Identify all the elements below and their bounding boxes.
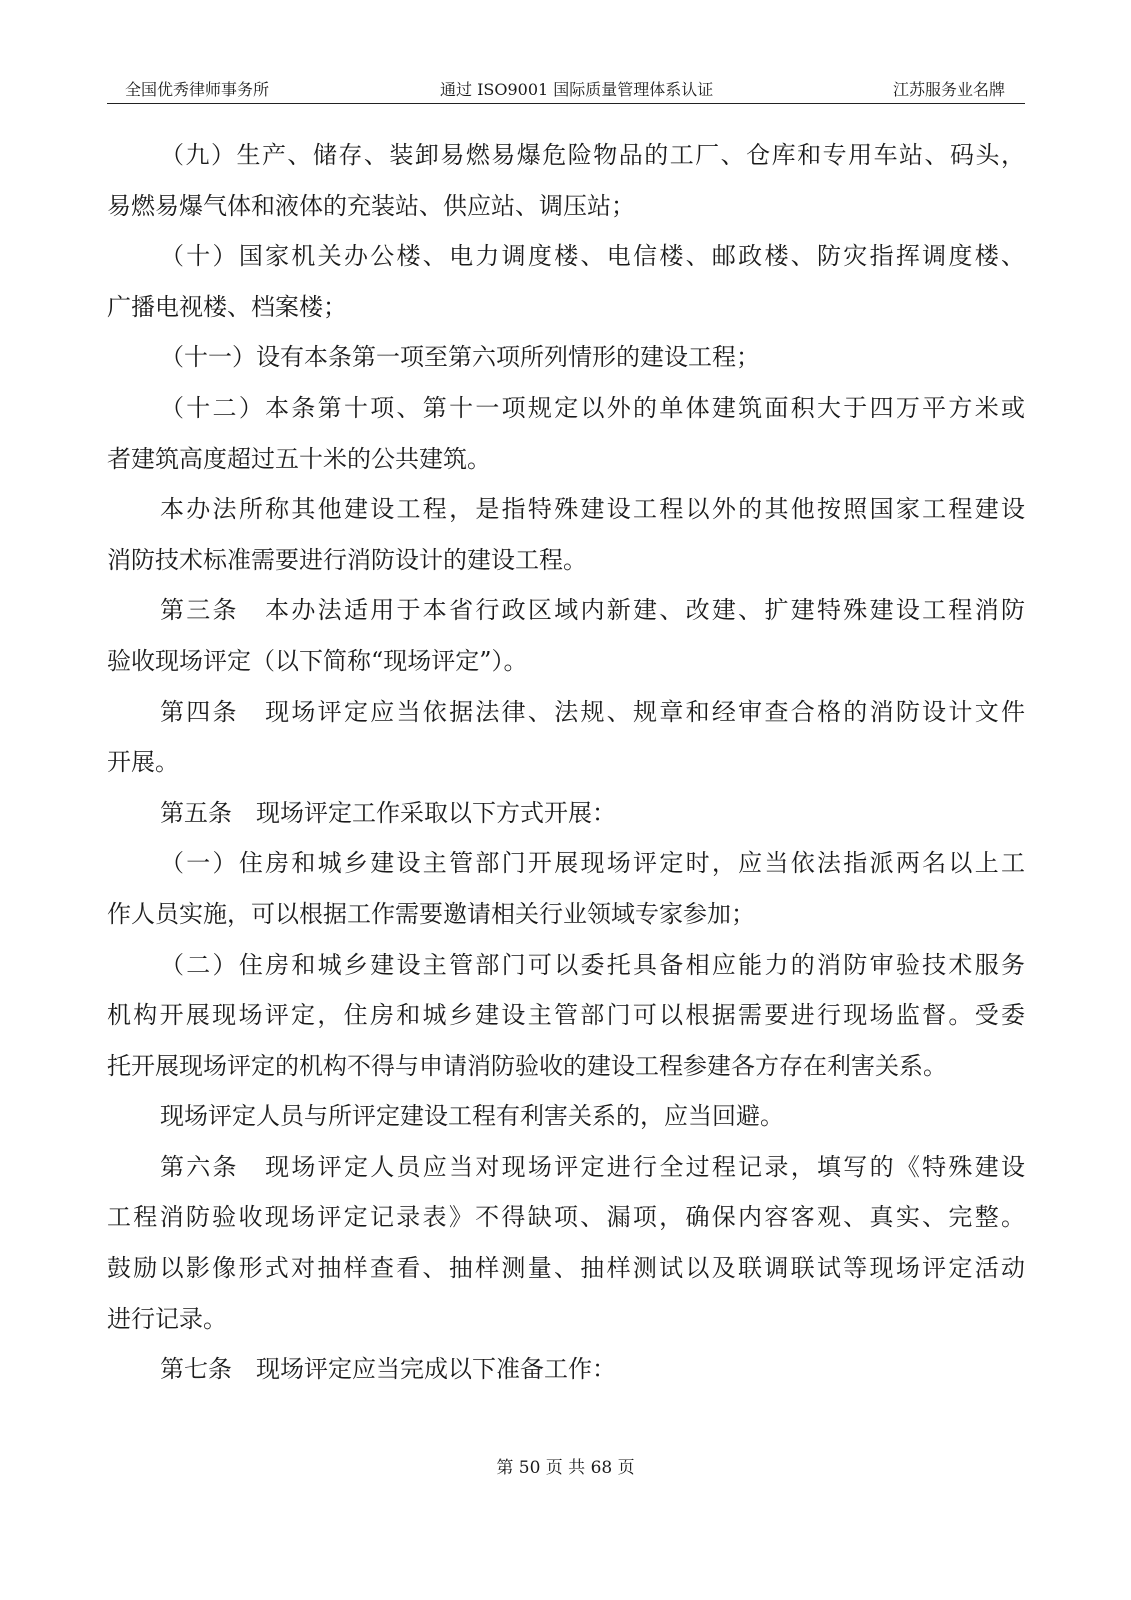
paragraph [107, 130, 1025, 231]
paragraph-line: （十）国家机关办公楼、电力调度楼、电信楼、邮政楼、防灾指挥调度楼、 [160, 242, 1025, 271]
paragraph-line: 第三条 本办法适用于本省行政区域内新建、改建、扩建特殊建设工程消防 [160, 596, 1025, 625]
paragraph [107, 383, 1025, 484]
paragraph-line: 消防技术标准需要进行消防设计的建设工程。 [107, 545, 587, 574]
paragraph-line: （九）生产、储存、装卸易燃易爆危险物品的工厂、仓库和专用车站、码头， [160, 141, 1025, 169]
paragraph-line: 鼓励以影像形式对抽样查看、抽样测量、抽样测试以及联调联试等现场评定活动 [107, 1254, 1025, 1283]
paragraph [107, 1091, 1025, 1142]
paragraph-line: 验收现场评定（以下简称“现场评定”）。 [107, 646, 528, 675]
paragraph-line: 第五条 现场评定工作采取以下方式开展： [160, 798, 616, 827]
paragraph [107, 1344, 1025, 1395]
paragraph-line: （十一）设有本条第一项至第六项所列情形的建设工程； [160, 343, 760, 372]
paragraph-line: 广播电视楼、档案楼； [107, 292, 347, 321]
page-header [107, 78, 1025, 102]
paragraph-line: 托开展现场评定的机构不得与申请消防验收的建设工程参建各方存在利害关系。 [107, 1051, 947, 1080]
header-divider [107, 103, 1025, 104]
paragraph [107, 484, 1025, 585]
paragraph-line: 工程消防验收现场评定记录表》不得缺项、漏项，确保内容客观、真实、完整。 [107, 1203, 1025, 1232]
paragraph-line: （一）住房和城乡建设主管部门开展现场评定时，应当依法指派两名以上工 [160, 849, 1025, 878]
paragraph [107, 940, 1025, 1092]
paragraph [107, 838, 1025, 939]
header-brand: 江苏服务业名牌 [892, 80, 1005, 99]
paragraph [107, 687, 1025, 788]
paragraph-line: 本办法所称其他建设工程，是指特殊建设工程以外的其他按照国家工程建设 [160, 495, 1025, 524]
paragraph-line: 开展。 [107, 748, 179, 777]
paragraph [107, 788, 1025, 839]
paragraph-line: 易燃易爆气体和液体的充装站、供应站、调压站； [107, 191, 635, 220]
paragraph [107, 231, 1025, 332]
paragraph [107, 1142, 1025, 1344]
paragraph-line: 机构开展现场评定，住房和城乡建设主管部门可以根据需要进行现场监督。受委 [107, 1001, 1025, 1030]
paragraph-line: （十二）本条第十项、第十一项规定以外的单体建筑面积大于四万平方米或 [160, 393, 1025, 422]
paragraph-line: （二）住房和城乡建设主管部门可以委托具备相应能力的消防审验技术服务 [160, 950, 1025, 979]
paragraph-line: 作人员实施，可以根据工作需要邀请相关行业领域专家参加； [107, 899, 755, 928]
paragraph [107, 332, 1025, 383]
paragraph-line: 者建筑高度超过五十米的公共建筑。 [107, 444, 491, 473]
page-number: 第 50 页 共 68 页 [496, 1458, 635, 1478]
header-certification: 通过 ISO9001 国际质量管理体系认证 [440, 80, 714, 99]
document-body [107, 130, 1025, 1395]
paragraph-line: 第七条 现场评定应当完成以下准备工作： [160, 1355, 616, 1384]
paragraph-line: 第四条 现场评定应当依据法律、法规、规章和经审查合格的消防设计文件 [160, 697, 1025, 726]
header-firm-name: 全国优秀律师事务所 [125, 80, 270, 99]
paragraph [107, 585, 1025, 686]
paragraph-line: 进行记录。 [107, 1304, 227, 1333]
paragraph-line: 现场评定人员与所评定建设工程有利害关系的，应当回避。 [160, 1102, 784, 1131]
paragraph-line: 第六条 现场评定人员应当对现场评定进行全过程记录，填写的《特殊建设 [160, 1152, 1025, 1181]
